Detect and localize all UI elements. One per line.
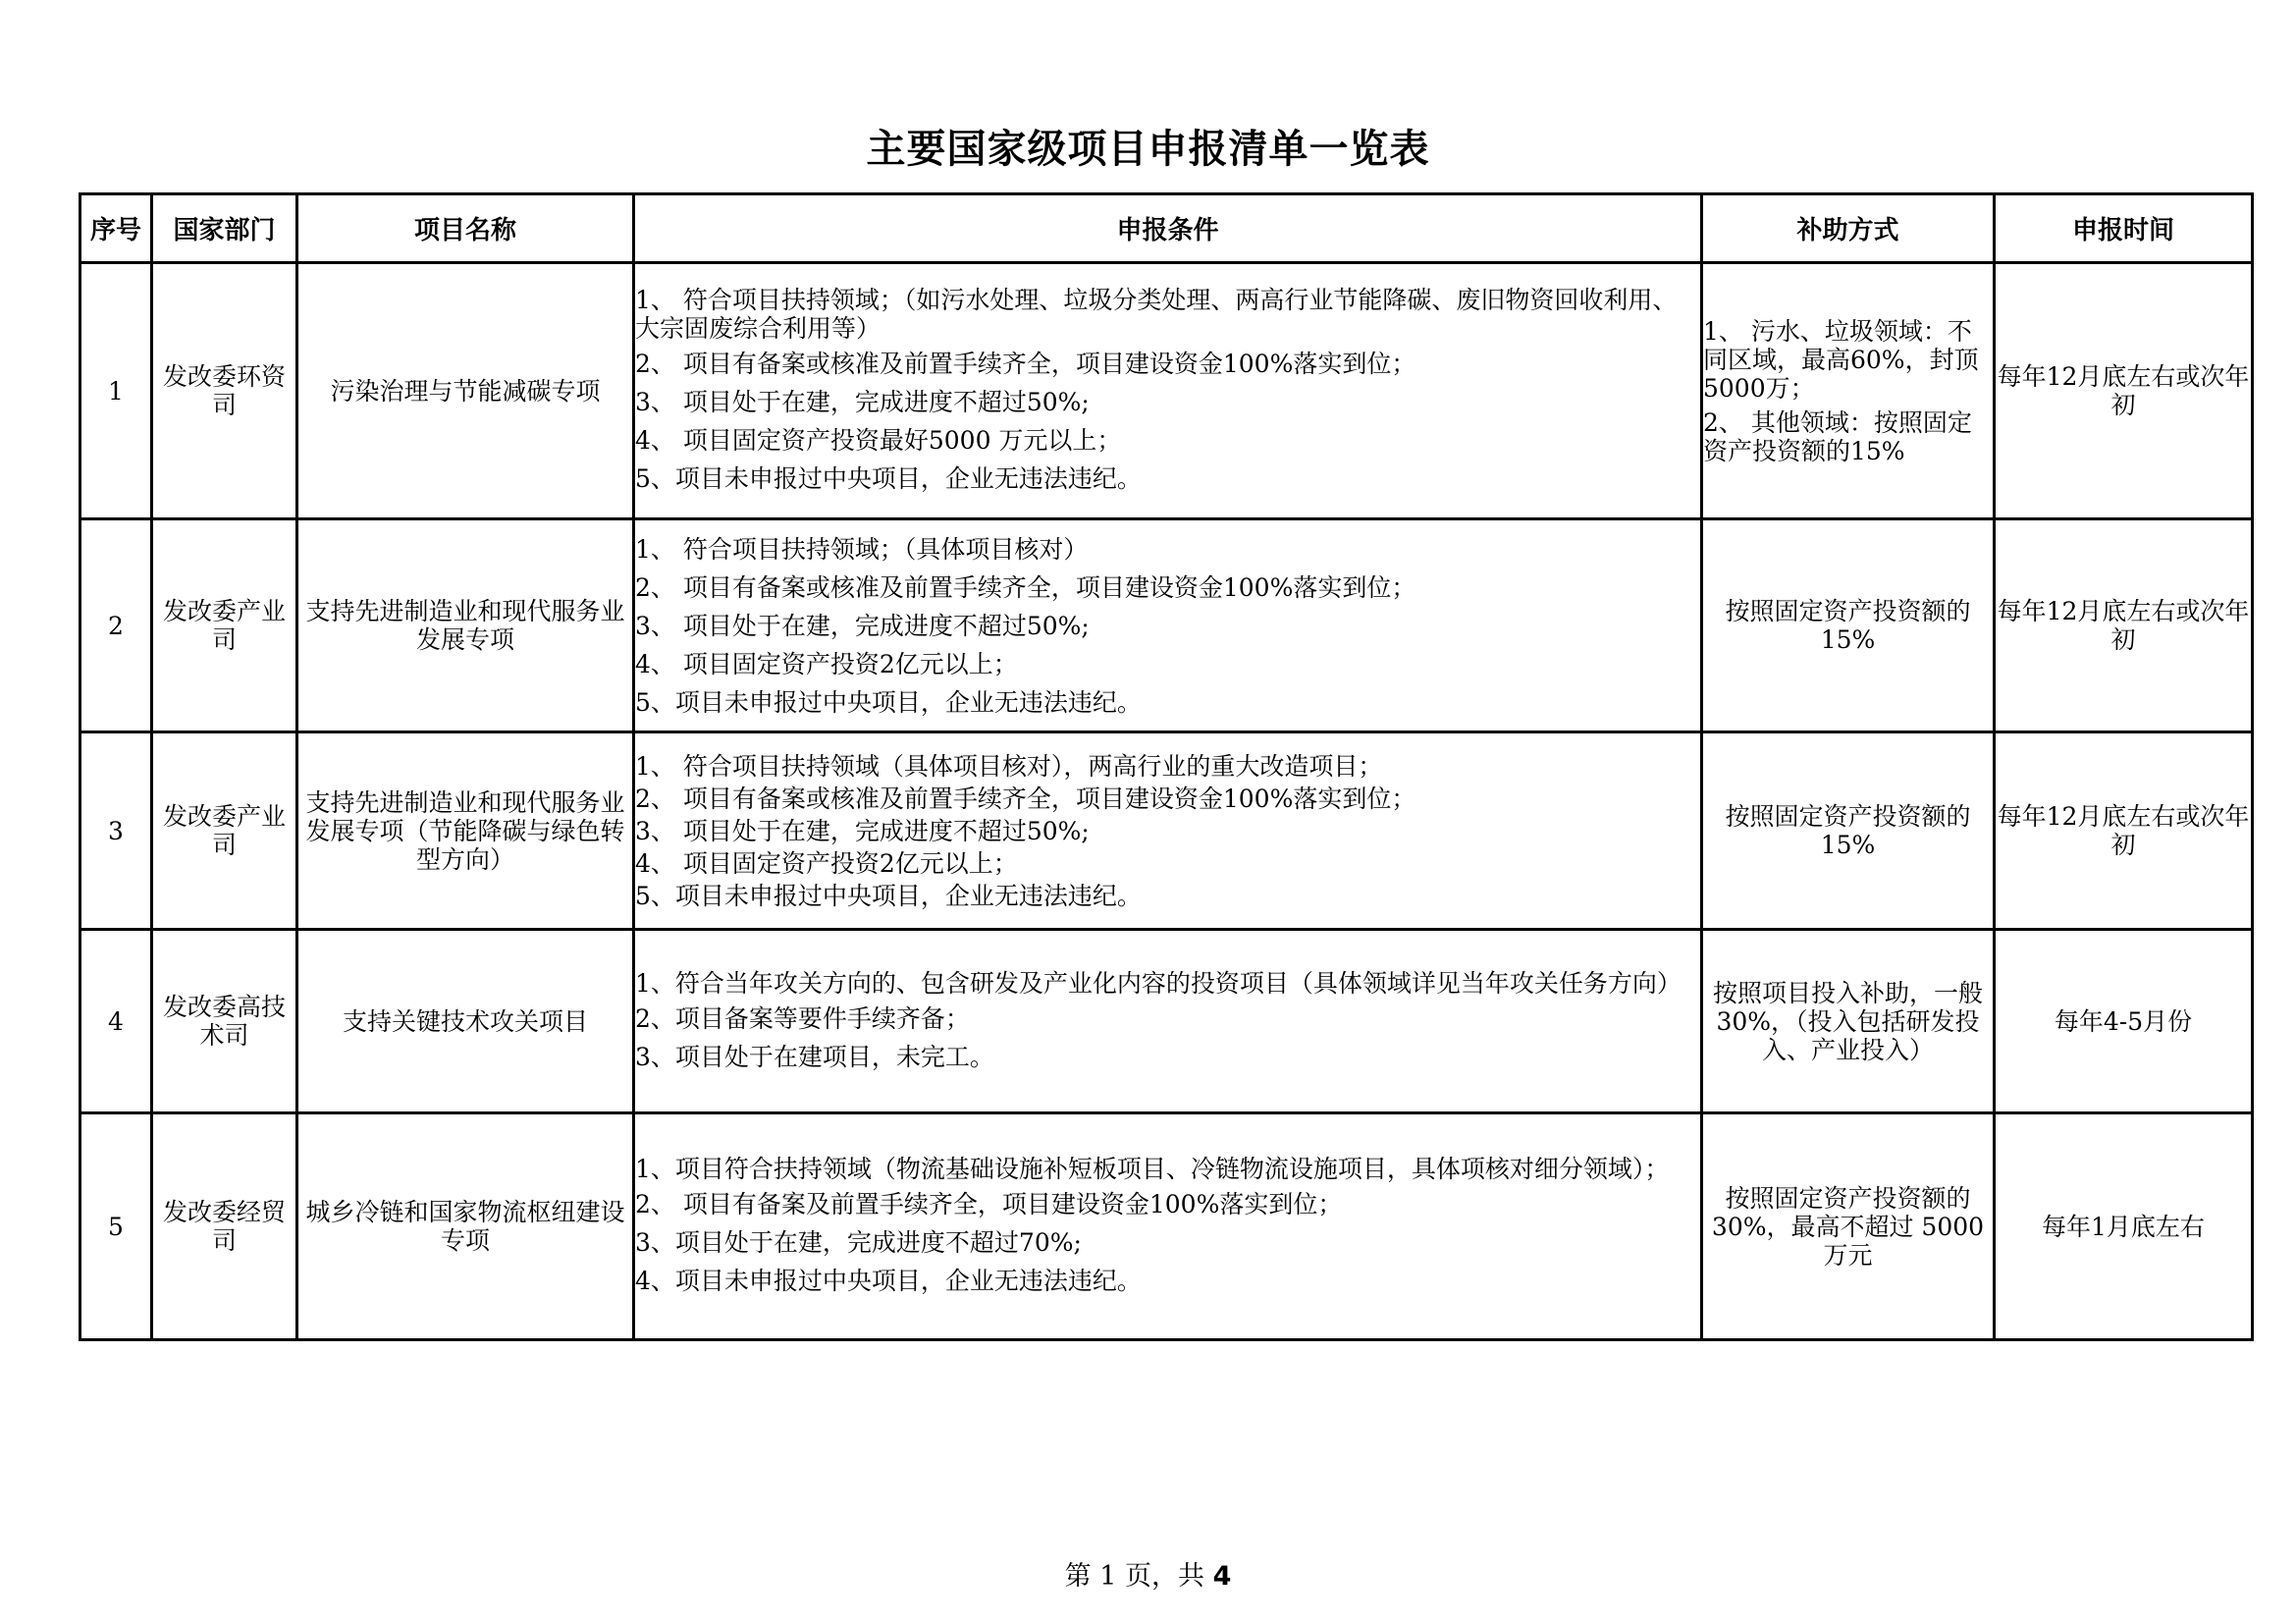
time-cell: 每年12月底左右或次年初 xyxy=(1995,732,2253,930)
condition-item: 5、项目未申报过中央项目，企业无违法违纪。 xyxy=(635,687,1142,717)
subsidy-cell xyxy=(1702,732,1995,930)
subsidy-item: 2、 其他领域：按照固定资产投资额的15% xyxy=(1703,407,1972,465)
table-row xyxy=(80,263,2253,519)
subsidy-item: 1、 污水、垃圾领域：不同区域，最高60%，封顶5000万； xyxy=(1703,316,1979,403)
page-footer xyxy=(0,1560,2296,1594)
table-header-row xyxy=(80,194,2253,263)
subsidy-cell xyxy=(1702,1113,1995,1340)
condition-item: 1、符合当年攻关方向的、包含研发及产业化内容的投资项目（具体领域详见当年攻关任务方向） xyxy=(635,968,1682,998)
subsidy-cell xyxy=(1702,519,1995,732)
page-indicator: 第 1 页，共 xyxy=(1064,1561,1213,1592)
time-cell: 每年4-5月份 xyxy=(1995,930,2253,1113)
column-header-project: 项目名称 xyxy=(297,194,634,263)
subsidy-cell xyxy=(1702,263,1995,519)
condition-item: 4、 项目固定资产投资2亿元以上； xyxy=(635,848,1018,878)
conditions-cell xyxy=(634,732,1702,930)
conditions-cell xyxy=(634,519,1702,732)
project-name-cell: 支持先进制造业和现代服务业发展专项（节能降碳与绿色转型方向） xyxy=(297,732,634,930)
department-cell: 发改委经贸司 xyxy=(152,1113,297,1340)
department-cell: 发改委环资司 xyxy=(152,263,297,519)
condition-item: 2、 项目有备案及前置手续齐全，项目建设资金100%落实到位； xyxy=(635,1190,1343,1218)
row-number: 4 xyxy=(80,930,152,1113)
subsidy-item: 按照项目投入补助，一般30%，（投入包括研发投入、产业投入） xyxy=(1712,978,1983,1064)
project-name-cell: 城乡冷链和国家物流枢纽建设专项 xyxy=(297,1113,634,1340)
condition-item: 2、 项目有备案或核准及前置手续齐全，项目建设资金100%落实到位； xyxy=(635,350,1416,378)
row-number: 3 xyxy=(80,732,152,930)
subsidy-item: 按照固定资产投资额的15% xyxy=(1725,597,1971,654)
condition-item: 2、项目备案等要件手续齐备； xyxy=(635,1003,970,1033)
project-name-cell: 支持关键技术攻关项目 xyxy=(297,930,634,1113)
time-cell: 每年1月底左右 xyxy=(1995,1113,2253,1340)
subsidy-item: 按照固定资产投资额的15% xyxy=(1725,802,1971,859)
row-number: 2 xyxy=(80,519,152,732)
row-number: 5 xyxy=(80,1113,152,1340)
column-header-time: 申报时间 xyxy=(1995,194,2253,263)
conditions-cell xyxy=(634,1113,1702,1340)
condition-item: 3、 项目处于在建，完成进度不超过50%; xyxy=(635,611,1090,640)
time-cell: 每年12月底左右或次年初 xyxy=(1995,263,2253,519)
condition-item: 3、 项目处于在建，完成进度不超过50%; xyxy=(635,388,1090,416)
project-list-table xyxy=(79,192,2254,1341)
table-row xyxy=(80,732,2253,930)
condition-item: 1、 符合项目扶持领域；（具体项目核对） xyxy=(635,534,1089,564)
condition-item: 4、 项目固定资产投资2亿元以上； xyxy=(635,649,1018,678)
condition-item: 5、项目未申报过中央项目，企业无违法违纪。 xyxy=(635,464,1142,493)
project-name-cell: 支持先进制造业和现代服务业发展专项 xyxy=(297,519,634,732)
department-cell: 发改委高技术司 xyxy=(152,930,297,1113)
table-row xyxy=(80,1113,2253,1340)
subsidy-cell xyxy=(1702,930,1995,1113)
condition-item: 3、 项目处于在建，完成进度不超过50%; xyxy=(635,816,1090,845)
department-cell: 发改委产业司 xyxy=(152,732,297,930)
condition-item: 1、项目符合扶持领域（物流基础设施补短板项目、冷链物流设施项目，具体项核对细分领域）； xyxy=(635,1155,1670,1183)
condition-item: 4、 项目固定资产投资最好5000 万元以上； xyxy=(635,426,1122,455)
condition-item: 2、 项目有备案或核准及前置手续齐全，项目建设资金100%落实到位； xyxy=(635,572,1416,602)
page-title: 主要国家级项目申报清单一览表 xyxy=(866,127,1430,172)
condition-item: 3、项目处于在建，完成进度不超过70%; xyxy=(635,1228,1082,1257)
subsidy-item: 按照固定资产投资额的30%，最高不超过 5000万元 xyxy=(1711,1183,1985,1270)
column-header-no: 序号 xyxy=(80,194,152,263)
column-header-conditions: 申报条件 xyxy=(634,194,1702,263)
column-header-subsidy: 补助方式 xyxy=(1702,194,1995,263)
row-number: 1 xyxy=(80,263,152,519)
table-row xyxy=(80,519,2253,732)
condition-item: 2、 项目有备案或核准及前置手续齐全，项目建设资金100%落实到位； xyxy=(635,784,1416,813)
condition-item: 4、项目未申报过中央项目，企业无违法违纪。 xyxy=(635,1267,1142,1295)
department-cell: 发改委产业司 xyxy=(152,519,297,732)
condition-item: 1、 符合项目扶持领域（具体项目核对），两高行业的重大改造项目； xyxy=(635,751,1383,781)
time-cell: 每年12月底左右或次年初 xyxy=(1995,519,2253,732)
condition-item: 3、项目处于在建项目，未完工。 xyxy=(635,1042,994,1071)
page-total: 4 xyxy=(1212,1561,1232,1592)
condition-item: 5、项目未申报过中央项目，企业无违法违纪。 xyxy=(635,881,1142,910)
conditions-cell xyxy=(634,930,1702,1113)
conditions-cell xyxy=(634,263,1702,519)
project-name-cell: 污染治理与节能减碳专项 xyxy=(297,263,634,519)
column-header-department: 国家部门 xyxy=(152,194,297,263)
condition-item: 1、 符合项目扶持领域；（如污水处理、垃圾分类处理、两高行业节能降碳、废旧物资回收利用、大宗固废综合利用等） xyxy=(635,286,1678,343)
table-row xyxy=(80,930,2253,1113)
